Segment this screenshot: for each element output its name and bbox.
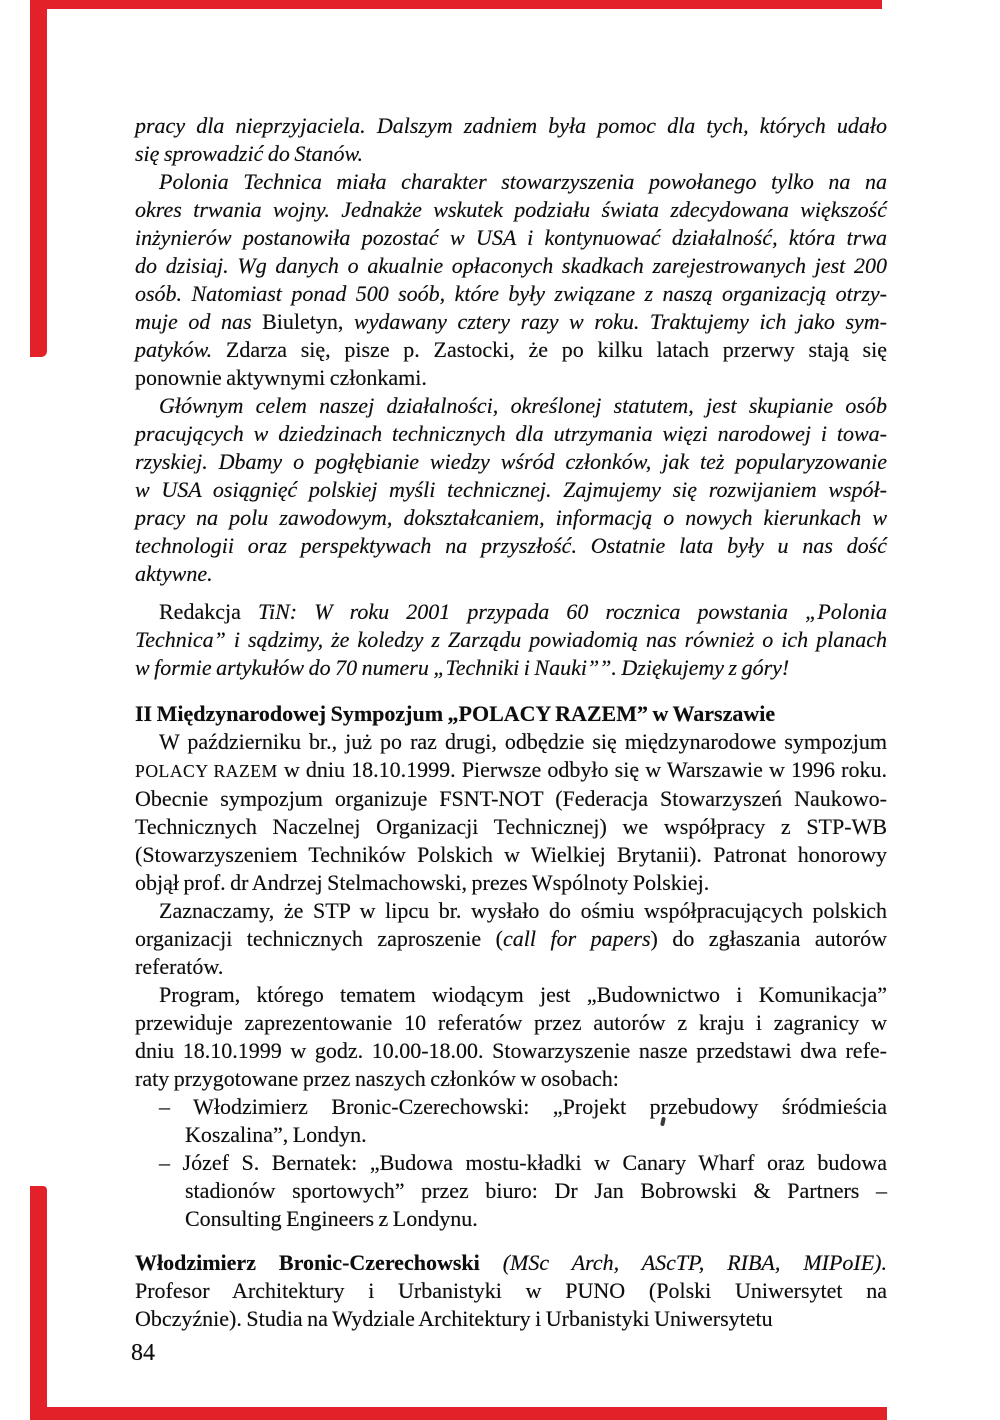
text-segment: muje od nas [135, 309, 263, 334]
text-line [135, 728, 887, 756]
text-line [135, 1037, 887, 1065]
continued-paragraph [135, 112, 887, 168]
text-line [135, 196, 887, 224]
text-segment: Redakcja [159, 599, 258, 624]
text-line [135, 869, 887, 897]
text-segment: Zdarza się, pisze p. Zastocki, że po kilku latach przerwy stają się [225, 337, 887, 362]
text-segment: Polonia Technica miała charakter stowarzyszenia powołanego tylko na na [159, 169, 887, 194]
text-line [135, 1249, 887, 1277]
text-line [135, 112, 887, 140]
text-segment: osób. Natomiast ponad 500 soób, które były związane z naszą organizacją otrzy- [135, 281, 887, 306]
text-segment: wydawany cztery razy w roku. Traktujemy ich jako sym- [353, 309, 887, 334]
text-segment: Biuletyn, [262, 309, 354, 334]
text-line [135, 1065, 887, 1093]
text-segment: II Międzynarodowej Sympozjum „POLACY RAZEM” w Warszawie [135, 701, 776, 726]
text-segment: do dzisiaj. Wg danych o akualnie opłaconych skadkach zarejestrowanych jest 200 [135, 253, 887, 278]
text-segment: Włodzimierz Bronic-Czerechowski [135, 1250, 503, 1275]
text-line [135, 953, 887, 981]
text-segment: – Włodzimierz Bronic-Czerechowski: „Projekt przebudowy śródmieścia [159, 1094, 887, 1119]
text-line [135, 280, 887, 308]
text-segment: w dniu 18.10.1999. Pierwsze odbyło się w Warszawie w 1996 roku. [277, 757, 887, 782]
text-segment: dniu 18.10.1999 w godz. 10.00-18.00. Stowarzyszenie nasze przedstawi dwa refe- [135, 1038, 887, 1063]
symposium-heading [135, 700, 887, 728]
text-line [135, 925, 887, 953]
bio-paragraph [135, 1249, 887, 1333]
text-block [135, 112, 887, 1333]
scan-artifact-red-top-edge [30, 0, 882, 9]
text-segment: – Józef S. Bernatek: „Budowa mostu-kładki w Canary Wharf oraz budowa [159, 1150, 887, 1175]
text-line [185, 1177, 887, 1205]
text-line [135, 168, 887, 196]
symposium-intro-paragraph [135, 728, 887, 897]
polonia-technica-paragraph [135, 168, 887, 392]
text-segment: inżynierów postanowiła pozostać w USA i kontynuować działalność, która trwa [135, 225, 887, 250]
text-line [135, 756, 887, 785]
text-segment: POLACY RAZEM [135, 761, 278, 781]
text-segment: pracujących w dziedzinach technicznych dla utrzymania więzi narodowej i towa- [135, 421, 887, 446]
text-line [135, 336, 887, 364]
text-segment: Technicznych Naczelnej Organizacji Technicznej) we współpracy z STP-WB [135, 814, 887, 839]
text-line [135, 476, 887, 504]
statutory-goals-paragraph [135, 392, 887, 588]
scan-artifact-red-bottom-edge [30, 1407, 887, 1420]
text-line [135, 785, 887, 813]
text-line [159, 1093, 887, 1121]
text-segment: referatów. [135, 954, 224, 979]
referat-bernatek-list-item [135, 1149, 887, 1233]
text-segment: Głównym celem naszej działalności, określonej statutem, jest skupianie osób [159, 393, 887, 418]
text-line [135, 392, 887, 420]
text-segment: w USA osiągnięć polskiej myśli technicznej. Zajmujemy się rozwijaniem współ- [135, 477, 887, 502]
text-segment: organizacji technicznych zaproszenie ( [135, 926, 503, 951]
text-segment: ) do zgłaszania autorów [650, 926, 887, 951]
text-line [135, 598, 887, 626]
text-segment: stadionów sportowych” przez biuro: Dr Jan Bobrowski & Partners – [185, 1178, 887, 1203]
text-line [135, 532, 887, 560]
text-line [135, 1009, 887, 1037]
text-line [135, 1277, 887, 1305]
text-line [135, 252, 887, 280]
page-number: 84 [131, 1340, 155, 1366]
text-line [135, 364, 887, 392]
text-line [135, 841, 887, 869]
program-paragraph [135, 981, 887, 1093]
text-segment: pracy na polu zawodowym, dokształcaniem, informacją o nowych kierunkach w [135, 505, 887, 530]
text-segment: rzyskiej. Dbamy o pogłębianie wiedzy wśród członków, jak też popularyzowanie [135, 449, 887, 474]
text-line [135, 420, 887, 448]
text-segment: Obczyźnie). Studia na Wydziale Architektury i Urbanistyki Uniwersytetu [135, 1306, 773, 1331]
text-line [185, 1205, 887, 1233]
text-segment: Technica” i sądzimy, że koledzy z Zarządu powiadomią nas również o ich planach [135, 627, 887, 652]
text-segment: technologii oraz perspektywach na przyszłość. Ostatnie lata były u nas dość [135, 533, 887, 558]
text-line [135, 813, 887, 841]
text-segment: Koszalina”, Londyn. [185, 1122, 367, 1147]
text-segment: Profesor Architektury i Urbanistyki w PUNO (Polski Uniwersytet na [135, 1278, 887, 1303]
text-line [135, 626, 887, 654]
text-line [135, 981, 887, 1009]
call-for-papers-paragraph [135, 897, 887, 981]
text-segment: W październiku br., już po raz drugi, odbędzie się międzynarodowe sympozjum [159, 729, 887, 754]
text-segment: Program, którego tematem wiodącym jest „Budownictwo i Komunikacja” [159, 982, 887, 1007]
text-line [185, 1121, 887, 1149]
text-line [135, 897, 887, 925]
text-line [135, 504, 887, 532]
text-line [135, 224, 887, 252]
text-line [135, 140, 887, 168]
text-segment: ponownie aktywnymi członkami. [135, 365, 427, 390]
text-segment: okres trwania wojny. Jednakże wskutek podziału świata zdecydowana większość [135, 197, 887, 222]
editorial-note-paragraph [135, 598, 887, 682]
text-segment: call for papers [502, 926, 651, 951]
scan-artifact-red-left-top-edge [30, 0, 47, 357]
text-line [135, 308, 887, 336]
text-line [135, 560, 887, 588]
text-line [135, 448, 887, 476]
text-line [159, 1149, 887, 1177]
text-segment: Zaznaczamy, że STP w lipcu br. wysłało do ośmiu współpracujących polskich [159, 898, 887, 923]
text-line [135, 700, 887, 728]
text-segment: Obecnie sympozjum organizuje FSNT-NOT (Federacja Stowarzyszeń Naukowo- [135, 786, 887, 811]
text-line [135, 1305, 887, 1333]
text-segment: raty przygotowane przez naszych członków w osobach: [135, 1066, 619, 1091]
text-segment: (Stowarzyszeniem Techników Polskich w Wielkiej Brytanii). Patronat honorowy [135, 842, 887, 867]
text-segment: aktywne. [135, 561, 213, 586]
text-segment: patyków. [135, 337, 226, 362]
referat-bronic-list-item [135, 1093, 887, 1149]
scan-artifact-red-left-bottom-edge [30, 1186, 47, 1420]
text-segment: przewiduje zaprezentowanie 10 referatów przez autorów z kraju i zagranicy w [135, 1010, 887, 1035]
text-line [135, 654, 887, 682]
text-segment: pracy dla nieprzyjaciela. Dalszym zadniem była pomoc dla tych, których udało [135, 113, 887, 138]
text-segment: (MSc Arch, AScTP, RIBA, MIPoIE). [502, 1250, 887, 1275]
text-segment: Consulting Engineers z Londynu. [185, 1206, 478, 1231]
text-segment: objął prof. dr Andrzej Stelmachowski, prezes Wspólnoty Polskiej. [135, 870, 710, 895]
text-segment: się sprowadzić do Stanów. [135, 141, 364, 166]
text-segment: w formie artykułów do 70 numeru „Techniki i Nauki””. Dziękujemy z góry! [135, 655, 790, 680]
text-segment: TiN: W roku 2001 przypada 60 rocznica powstania „Polonia [257, 599, 887, 624]
